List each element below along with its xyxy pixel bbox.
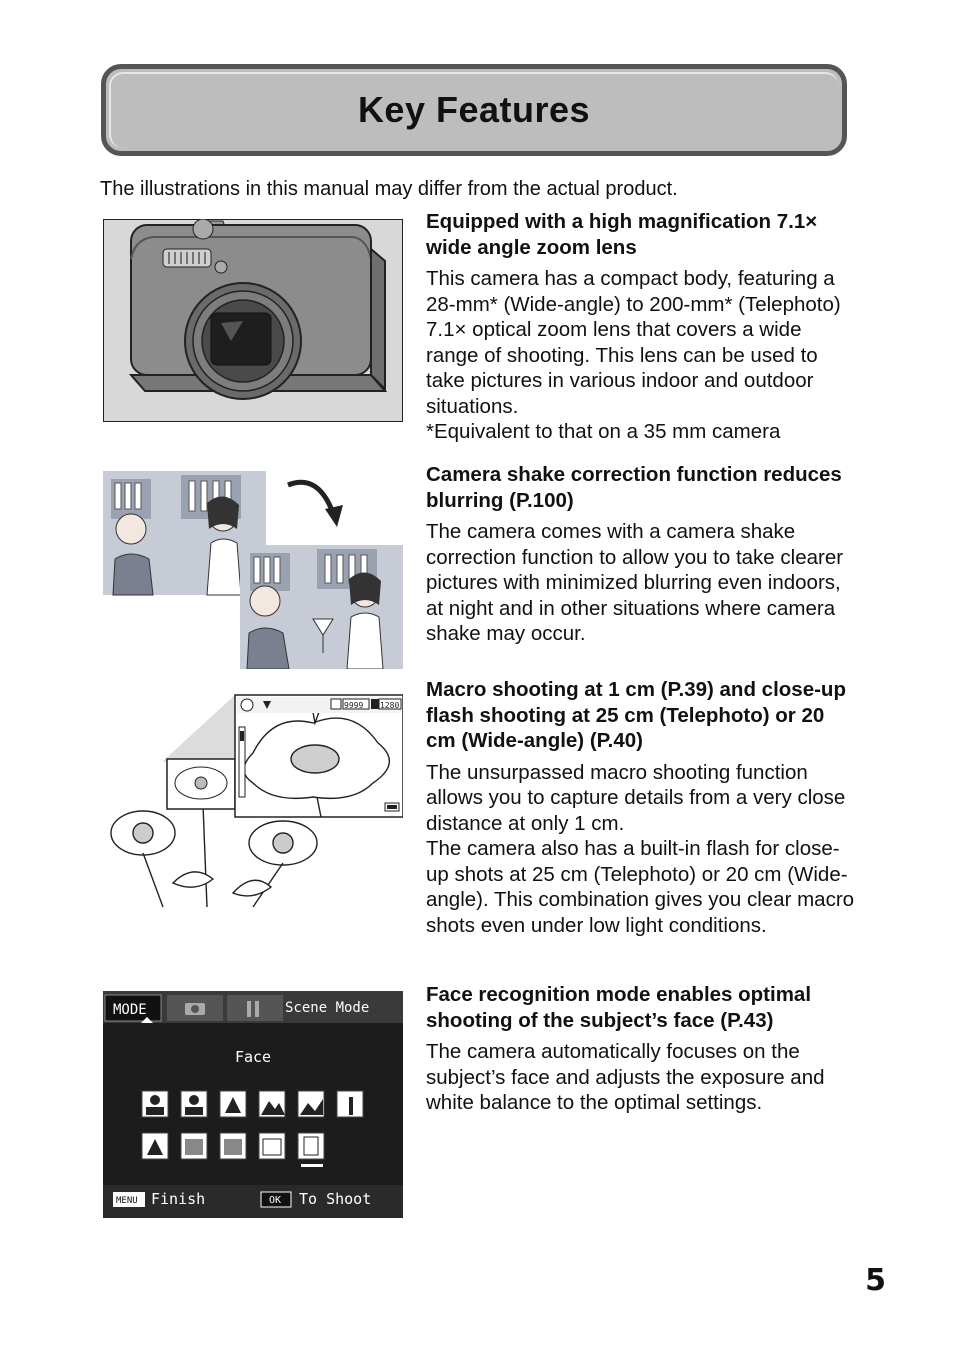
feature-body: The camera automatically focuses on the subject’s face and adjusts the exposure and white balance to the optimal settings. — [426, 1040, 825, 1114]
camera-illustration — [103, 219, 403, 422]
ok-key: OK — [269, 1195, 282, 1206]
feature-zoom-lens — [426, 209, 856, 445]
feature-body-2: The camera also has a built-in flash for close-up shots at 25 cm (Telephoto) or 20 cm (Wide-angle). This combination gives you clear macro shots even under low light conditions. — [426, 837, 855, 937]
feature-note: *Equivalent to that on a 35 mm camera — [426, 420, 781, 443]
intro-text: The illustrations in this manual may differ from the actual product. — [100, 178, 678, 200]
selection-underline — [301, 1164, 323, 1167]
screen-title: Scene Mode — [285, 1000, 370, 1016]
feature-heading: Face recognition mode enables optimal shooting of the subject’s face (P.43) — [426, 983, 812, 1032]
feature-macro — [426, 677, 856, 938]
title-banner — [101, 64, 847, 156]
feature-body: This camera has a compact body, featuring a 28-mm* (Wide-angle) to 200-mm* (Telephoto) 7.1× optical zoom lens that covers a wide range of shooting. This lens can be used to take pictures in various indoor and outdoor situations. — [426, 267, 841, 418]
feature-body: The camera comes with a camera shake correction function to allow you to take clearer pictures with minimized blurring even indoors, at night and in other situations where camera shake may occur. — [426, 520, 844, 645]
feature-face-recognition — [426, 982, 856, 1116]
selected-scene-label: Face — [234, 1048, 272, 1066]
feature-body: The unsurpassed macro shooting function allows you to capture details from a very close distance at only 1 cm. — [426, 760, 846, 835]
shake-correction-illustration — [103, 469, 403, 669]
macro-illustration — [103, 693, 403, 909]
feature-heading: Macro shooting at 1 cm (P.39) and close-up flash shooting at 25 cm (Telephoto) or 20 cm (Wide-angle) (P.40) — [426, 678, 846, 752]
feature-heading: Camera shake correction function reduces blurring (P.100) — [426, 463, 842, 512]
feature-heading: Equipped with a high magnification 7.1× wide angle zoom lens — [426, 210, 818, 259]
shots-remaining: 9999 — [344, 701, 364, 710]
image-size: 1280 — [380, 701, 400, 710]
mode-tab: MODE — [113, 1002, 147, 1018]
page-number: 5 — [865, 1263, 886, 1298]
page-title: Key Features — [357, 89, 591, 130]
finish-label: Finish — [151, 1190, 206, 1208]
feature-shake-correction — [426, 462, 856, 647]
camera-tab-icon — [185, 1003, 205, 1015]
scene-mode-screen — [103, 991, 403, 1218]
menu-key: MENU — [116, 1196, 138, 1206]
to-shoot-label: To Shoot — [299, 1190, 372, 1208]
